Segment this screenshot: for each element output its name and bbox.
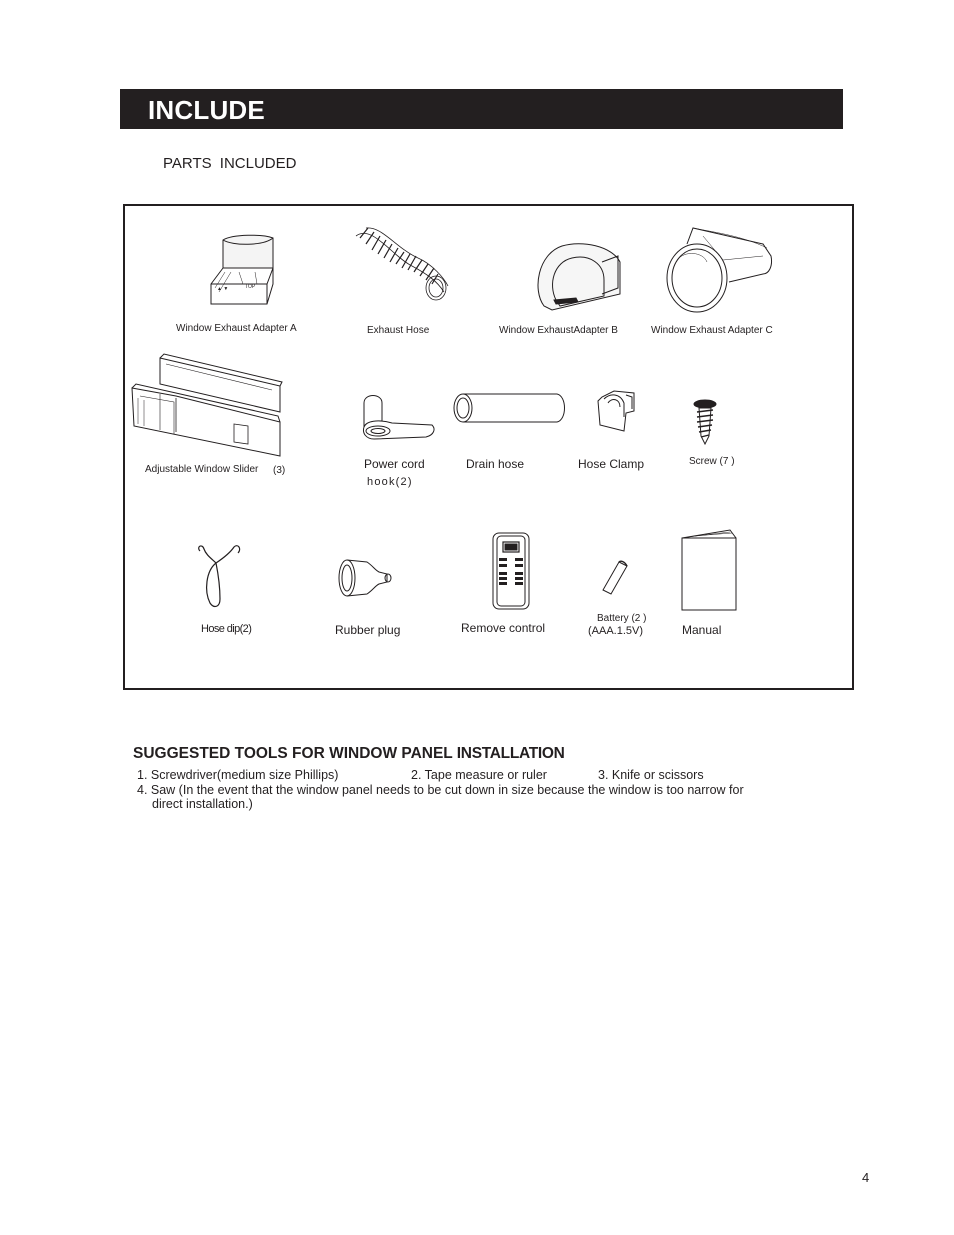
- label-hose-clamp: Hose Clamp: [578, 457, 645, 471]
- label-remote-control: Remove control: [461, 621, 546, 635]
- tools-heading-main: SUGGESTED TOOLS FOR WINDOW PANEL: [133, 745, 453, 762]
- hose-clip-illustration: [194, 545, 244, 609]
- tool-item-1: 1. Screwdriver(medium size Phillips): [137, 768, 339, 782]
- label-screw: Screw (7 ): [689, 456, 735, 467]
- svg-text:TOP: TOP: [245, 284, 256, 290]
- label-rubber-plug: Rubber plug: [335, 623, 401, 637]
- rubber-plug-illustration: [337, 558, 395, 598]
- svg-text:▲ ▼: ▲ ▼: [217, 286, 229, 292]
- label-power-cord-hook: hook(2): [367, 476, 413, 488]
- label-window-exhaust-adapter-b: Window ExhaustAdapter B: [499, 325, 618, 336]
- tool-item-3: 3. Knife or scissors: [598, 768, 704, 782]
- parts-included-subtitle: PARTS INCLUDED: [163, 155, 297, 172]
- manual-illustration: [680, 528, 740, 612]
- window-exhaust-adapter-b-illustration: [532, 240, 624, 312]
- label-drain-hose: Drain hose: [466, 457, 525, 471]
- page-number: 4: [862, 1170, 870, 1185]
- window-exhaust-adapter-c-illustration: [663, 226, 775, 316]
- label-hose-clip: Hose dip(2): [201, 623, 252, 635]
- power-cord-hook-illustration: [360, 389, 436, 441]
- suggested-tools-heading: [133, 745, 565, 763]
- tools-heading-tail: INSTALLATION: [456, 745, 565, 762]
- hose-clamp-illustration: [594, 389, 640, 433]
- label-battery-spec: (AAA.1.5V): [588, 625, 644, 637]
- adjustable-window-slider-illustration: [130, 352, 282, 456]
- label-window-exhaust-adapter-c: Window Exhaust Adapter C: [651, 325, 773, 336]
- tool-item-2: 2. Tape measure or ruler: [411, 768, 547, 782]
- label-exhaust-hose: Exhaust Hose: [367, 325, 430, 336]
- window-exhaust-adapter-a-illustration: [205, 232, 283, 312]
- tool-item-4-continued: direct installation.): [152, 797, 253, 811]
- label-slider-quantity: (3): [273, 465, 286, 476]
- label-manual: Manual: [682, 623, 722, 637]
- label-adjustable-window-slider: Adjustable Window Slider: [145, 464, 259, 475]
- label-power-cord: Power cord: [364, 457, 425, 471]
- battery-illustration: [599, 560, 629, 596]
- label-battery: Battery (2 ): [597, 613, 647, 624]
- tool-item-4: 4. Saw (In the event that the window panel needs to be cut down in size because the window is too narrow for: [137, 783, 744, 797]
- remote-control-illustration: [491, 532, 531, 610]
- screw-illustration: [693, 398, 719, 446]
- exhaust-hose-illustration: [352, 226, 452, 306]
- section-title: INCLUDE: [148, 95, 265, 125]
- drain-hose-illustration: [451, 392, 569, 424]
- label-window-exhaust-adapter-a: Window Exhaust Adapter A: [176, 323, 297, 334]
